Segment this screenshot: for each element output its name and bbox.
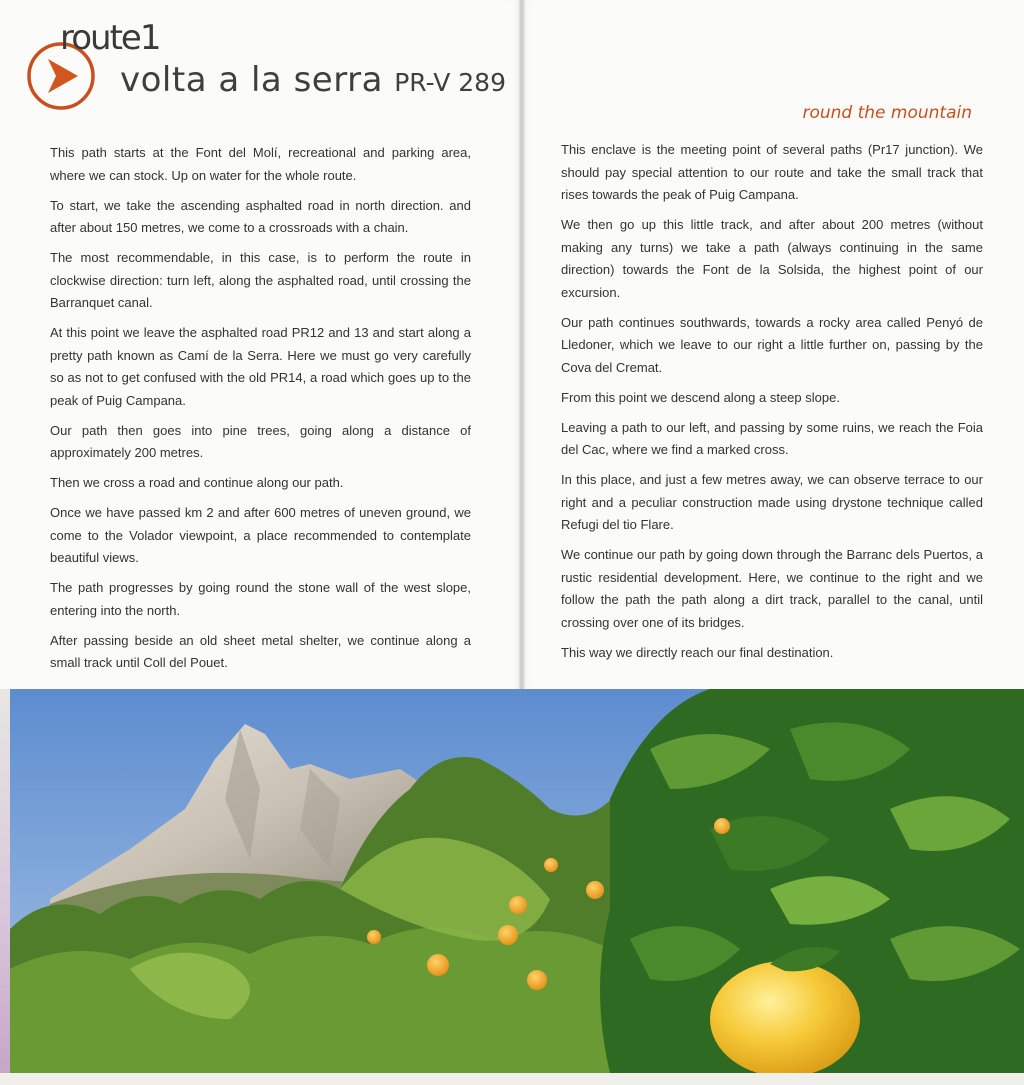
paragraph: Leaving a path to our left, and passing by some ruins, we reach the Foia del Cac, where we find a marked cross. (561, 419, 983, 457)
paragraph: To start, we take the ascending asphalted road in north direction. and after about 150 metres, we come to a crossroads with a chain. (50, 197, 471, 235)
route-label: route1 (60, 18, 160, 58)
paragraph: At this point we leave the asphalted road PR12 and 13 and start along a pretty path known as Camí de la Serra. Here we must go very carefully so as not to get confused with the old PR14, a road which goes up to the peak of Puig Campana. (50, 325, 471, 408)
paragraph: This enclave is the meeting point of several paths (Pr17 junction). We should pay special attention to our route and take the small track that rises towards the peak of Puig Campana. (561, 142, 983, 202)
paragraph: This path starts at the Font del Molí, recreational and parking area, where we can stock. Up on water for the whole route. (50, 145, 471, 183)
paragraph: From this point we descend along a steep slope. (561, 389, 840, 405)
large-orange (710, 961, 860, 1073)
paragraph: We continue our path by going down through the Barranc dels Puertos, a rustic residential development. Here, we continue to the right and we follow the path the path along a dirt track, parallel to the canal, until crossing over one of its bridges. (561, 547, 983, 630)
paragraph: Once we have passed km 2 and after 600 metres of uneven ground, we come to the Volador viewpoint, a place recommended to contemplate beautiful views. (50, 505, 471, 565)
paragraph: In this place, and just a few metres away, we can observe terrace to our right and a peculiar construction made using drystone technique called Refugi del tio Flare. (561, 472, 983, 532)
page-title (120, 58, 506, 105)
landscape-photo (10, 689, 1024, 1073)
paragraph: We then go up this little track, and after about 200 metres (without making any turns) we take a path (always continuing in the same direction) towards the Font de la Solsida, the highest point of our excursion. (561, 217, 983, 300)
paragraph: Our path then goes into pine trees, going along a distance of approximately 200 metres. (50, 422, 471, 460)
paragraph: The path progresses by going round the stone wall of the west slope, entering into the north. (50, 580, 471, 618)
route-title: volta a la serra (120, 60, 383, 100)
paragraph: After passing beside an old sheet metal shelter, we continue along a small track until Coll del Pouet. (50, 632, 471, 670)
paragraph: Our path continues southwards, towards a rocky area called Penyó de Lledoner, which we leave to our right a little further on, passing by the Cova del Cremat. (561, 314, 983, 375)
page-edge-strip (0, 689, 10, 1073)
paragraph: This way we directly reach our final destination. (561, 644, 834, 660)
paragraph: The most recommendable, in this case, is to perform the route in clockwise direction: turn left, along the asphalted road, until crossing the Barranquet canal. (50, 250, 471, 310)
route-code: PR-V 289 (394, 68, 506, 97)
left-text-column (50, 142, 471, 682)
paragraph: Then we cross a road and continue along our path. (50, 475, 344, 490)
right-text-column (561, 139, 983, 672)
route-subtitle: round the mountain (802, 103, 972, 123)
page-bottom-edge (0, 1073, 1024, 1085)
